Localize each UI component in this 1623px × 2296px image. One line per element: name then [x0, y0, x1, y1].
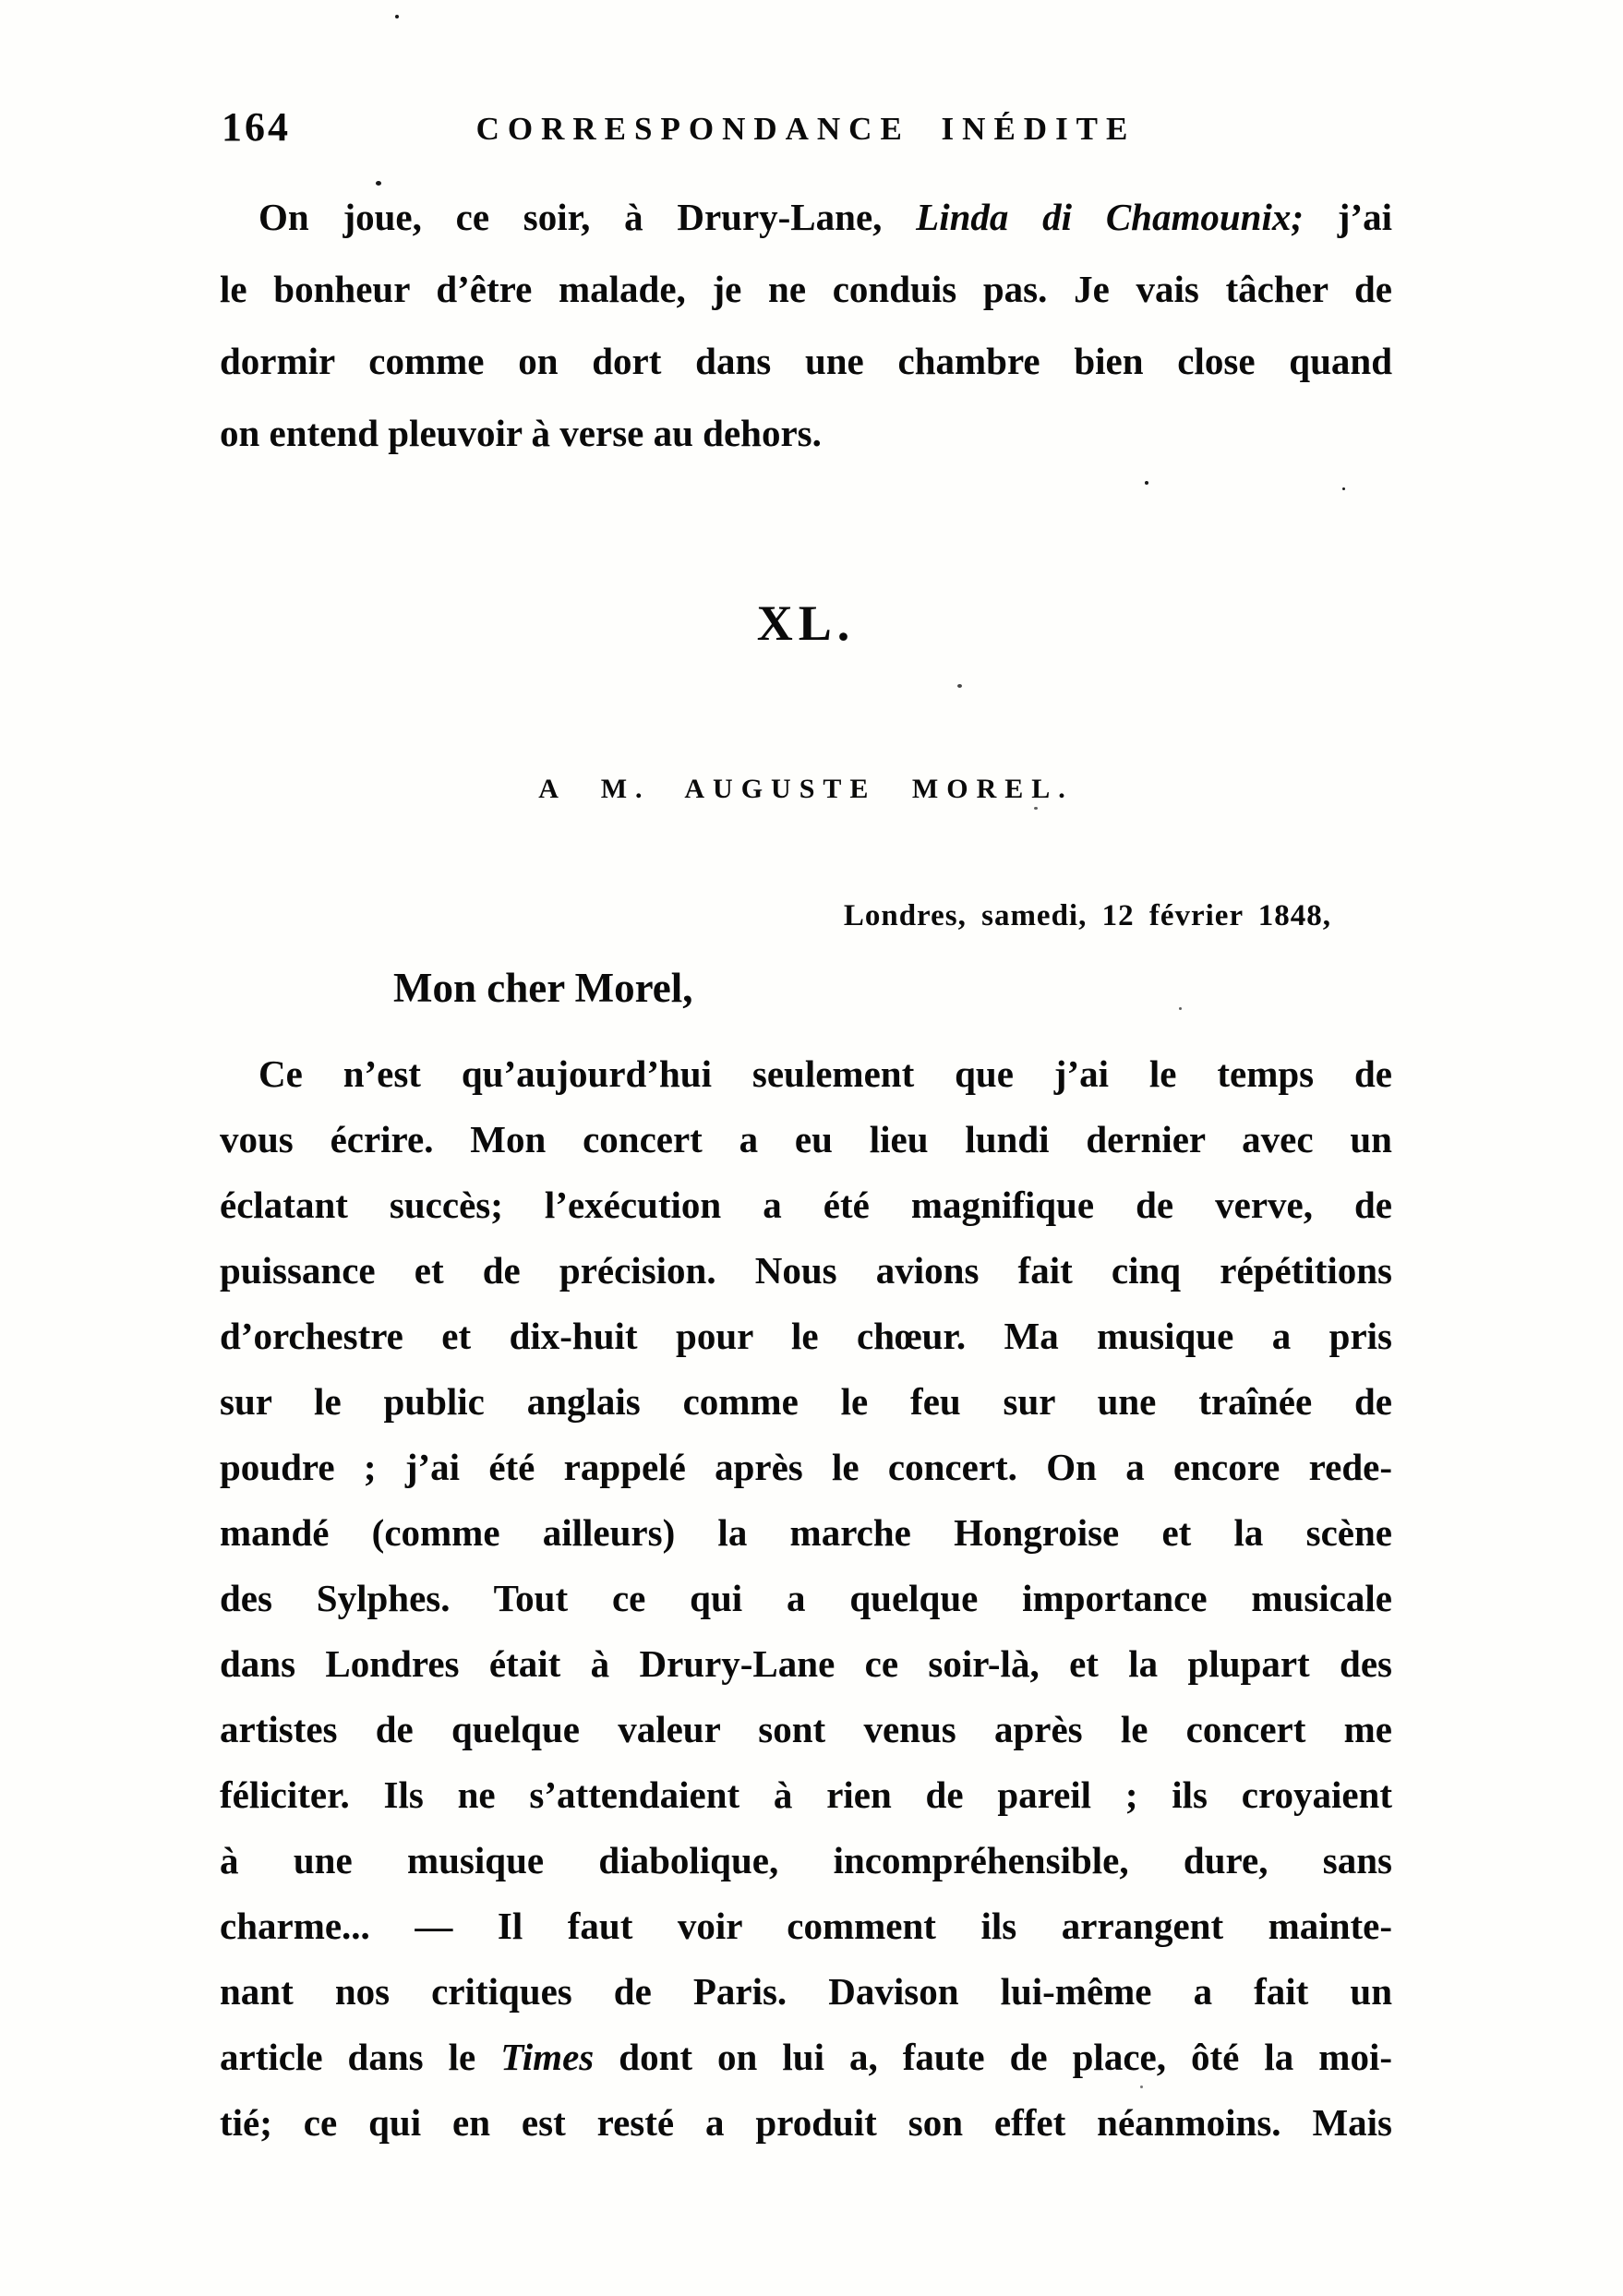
text-line: On joue, ce soir, à Drury-Lane, Linda di Chamounix; j’ai	[258, 196, 1392, 238]
page-number: 164	[222, 104, 291, 150]
ink-speck	[376, 181, 381, 186]
text-line: nant nos critiques de Paris. Davison lui-même a fait un	[220, 1970, 1392, 2013]
letter-section-numeral: XL.	[756, 595, 856, 651]
letter-body-paragraph	[220, 1041, 1392, 2156]
text-line: à une musique diabolique, incompréhensible, dure, sans	[220, 1839, 1392, 1881]
letter-dateline: Londres, samedi, 12 février 1848,	[843, 899, 1331, 932]
text-line: poudre ; j’ai été rappelé après le concert. On a encore rede-	[220, 1446, 1392, 1488]
text-line: éclatant succès; l’exécution a été magnifique de verve, de	[220, 1184, 1392, 1226]
text-line: dormir comme on dort dans une chambre bien close quand	[220, 340, 1392, 382]
text-line: vous écrire. Mon concert a eu lieu lundi dernier avec un	[220, 1118, 1392, 1160]
text-line: dans Londres était à Drury-Lane ce soir-là, et la plupart des	[220, 1642, 1392, 1685]
text-line: Ce n’est qu’aujourd’hui seulement que j’ai le temps de	[258, 1052, 1392, 1095]
text-line: sur le public anglais comme le feu sur une traînée de	[220, 1380, 1392, 1423]
text-line: on entend pleuvoir à verse au dehors.	[220, 412, 822, 454]
ink-speck	[1145, 481, 1148, 485]
ink-speck	[1179, 1007, 1182, 1010]
text-line: des Sylphes. Tout ce qui a quelque importance musicale	[220, 1577, 1392, 1619]
ink-speck	[395, 15, 399, 18]
running-title: CORRESPONDANCE INÉDITE	[475, 111, 1136, 147]
text-line: puissance et de précision. Nous avions fait cinq répétitions	[220, 1249, 1392, 1292]
previous-letter-closing-paragraph	[220, 181, 1392, 469]
text-line: charme... — Il faut voir comment ils arrangent mainte-	[220, 1905, 1392, 1947]
text-line: artistes de quelque valeur sont venus après le concert me	[220, 1708, 1392, 1750]
text-line: d’orchestre et dix-huit pour le chœur. Ma musique a pris	[220, 1315, 1392, 1357]
text-line: mandé (comme ailleurs) la marche Hongroise et la scène	[220, 1511, 1392, 1554]
text-line: tié; ce qui en est resté a produit son effet néanmoins. Mais	[220, 2101, 1392, 2144]
ink-speck	[1342, 487, 1345, 490]
letter-salutation: Mon cher Morel,	[393, 965, 693, 1011]
text-line: article dans le Times dont on lui a, faute de place, ôté la moi-	[220, 2036, 1392, 2078]
ink-speck	[957, 684, 962, 688]
text-line: le bonheur d’être malade, je ne conduis pas. Je vais tâcher de	[220, 268, 1392, 310]
text-line: féliciter. Ils ne s’attendaient à rien de pareil ; ils croyaient	[220, 1773, 1392, 1816]
ink-speck	[1034, 807, 1038, 810]
letter-recipient-heading: A M. AUGUSTE MOREL.	[538, 774, 1074, 804]
ink-speck	[1140, 2086, 1143, 2088]
